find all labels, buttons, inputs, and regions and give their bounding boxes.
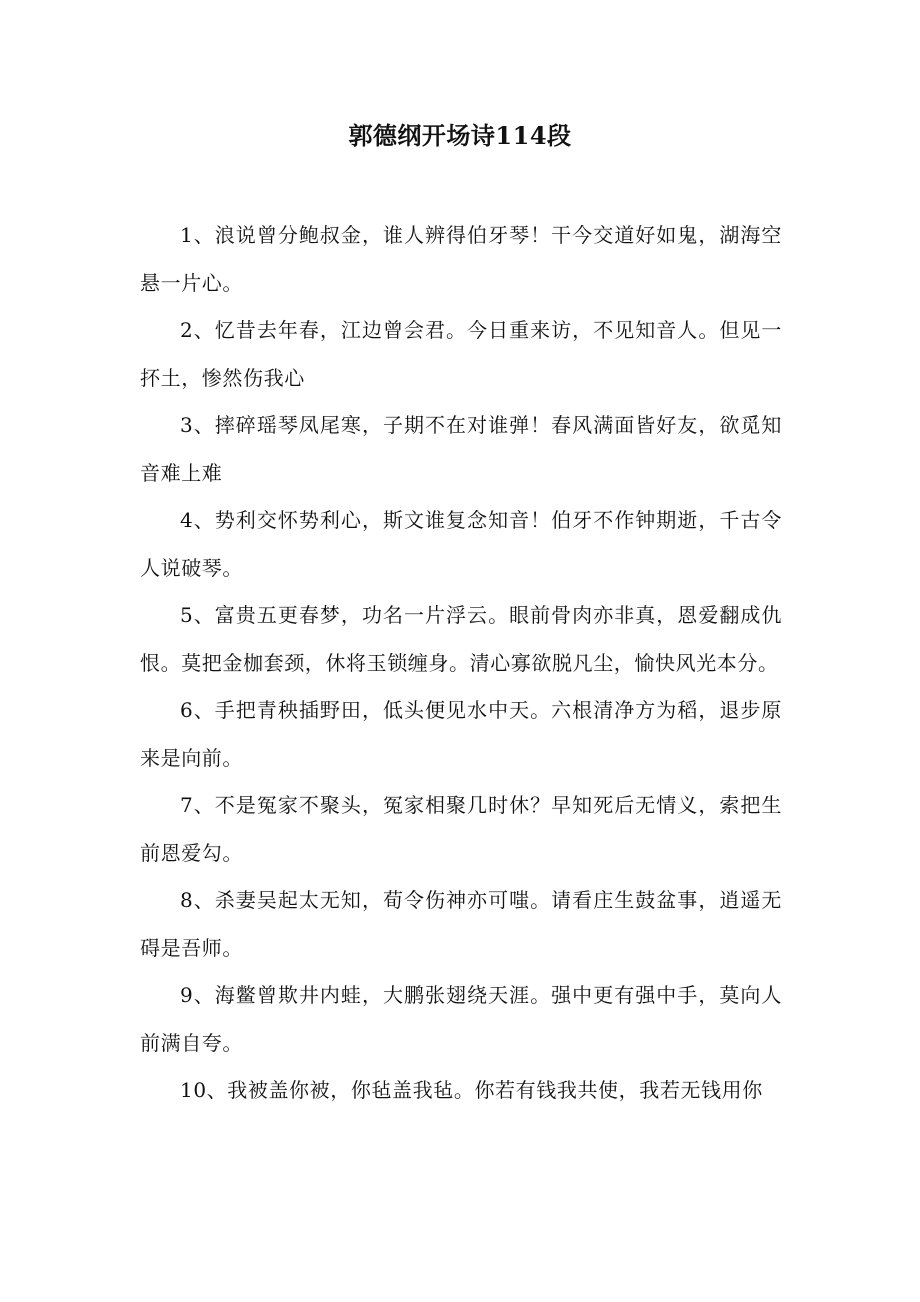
document-title: 郭德纲开场诗114段 (348, 121, 572, 150)
poem-paragraph-6: 6、手把青秧插野田，低头便见水中天。六根清净方为稻，退步原来是向前。 (140, 698, 782, 770)
poem-paragraph-1: 1、浪说曾分鲍叔金，谁人辨得伯牙琴！干今交道好如鬼，湖海空悬一片心。 (140, 223, 782, 295)
poem-paragraph-9: 9、海鳖曾欺井内蛙，大鹏张翅绕天涯。强中更有强中手，莫向人前满自夸。 (140, 983, 782, 1055)
poem-paragraph-4: 4、势利交怀势利心，斯文谁复念知音！伯牙不作钟期逝，千古令人说破琴。 (140, 508, 782, 580)
poem-paragraph-8: 8、杀妻吴起太无知，荀令伤神亦可嗤。请看庄生鼓盆事，逍遥无碍是吾师。 (140, 888, 782, 960)
poem-paragraph-7: 7、不是冤家不聚头，冤家相聚几时休？早知死后无情义，索把生前恩爱勾。 (140, 793, 782, 865)
poem-paragraph-5: 5、富贵五更春梦，功名一片浮云。眼前骨肉亦非真，恩爱翻成仇恨。莫把金枷套颈，休将玉锁缠身。清心寡欲脱凡尘，愉快风光本分。 (140, 603, 782, 675)
poem-paragraph-3: 3、摔碎瑶琴凤尾寒，子期不在对谁弹！春风满面皆好友，欲觅知音难上难 (140, 413, 782, 485)
poem-paragraph-10: 10、我被盖你被，你毡盖我毡。你若有钱我共使，我若无钱用你 (180, 1078, 763, 1102)
document-body (140, 212, 782, 1115)
poem-paragraph-2: 2、忆昔去年春，江边曾会君。今日重来访，不见知音人。但见一抔土，惨然伤我心 (140, 318, 782, 390)
